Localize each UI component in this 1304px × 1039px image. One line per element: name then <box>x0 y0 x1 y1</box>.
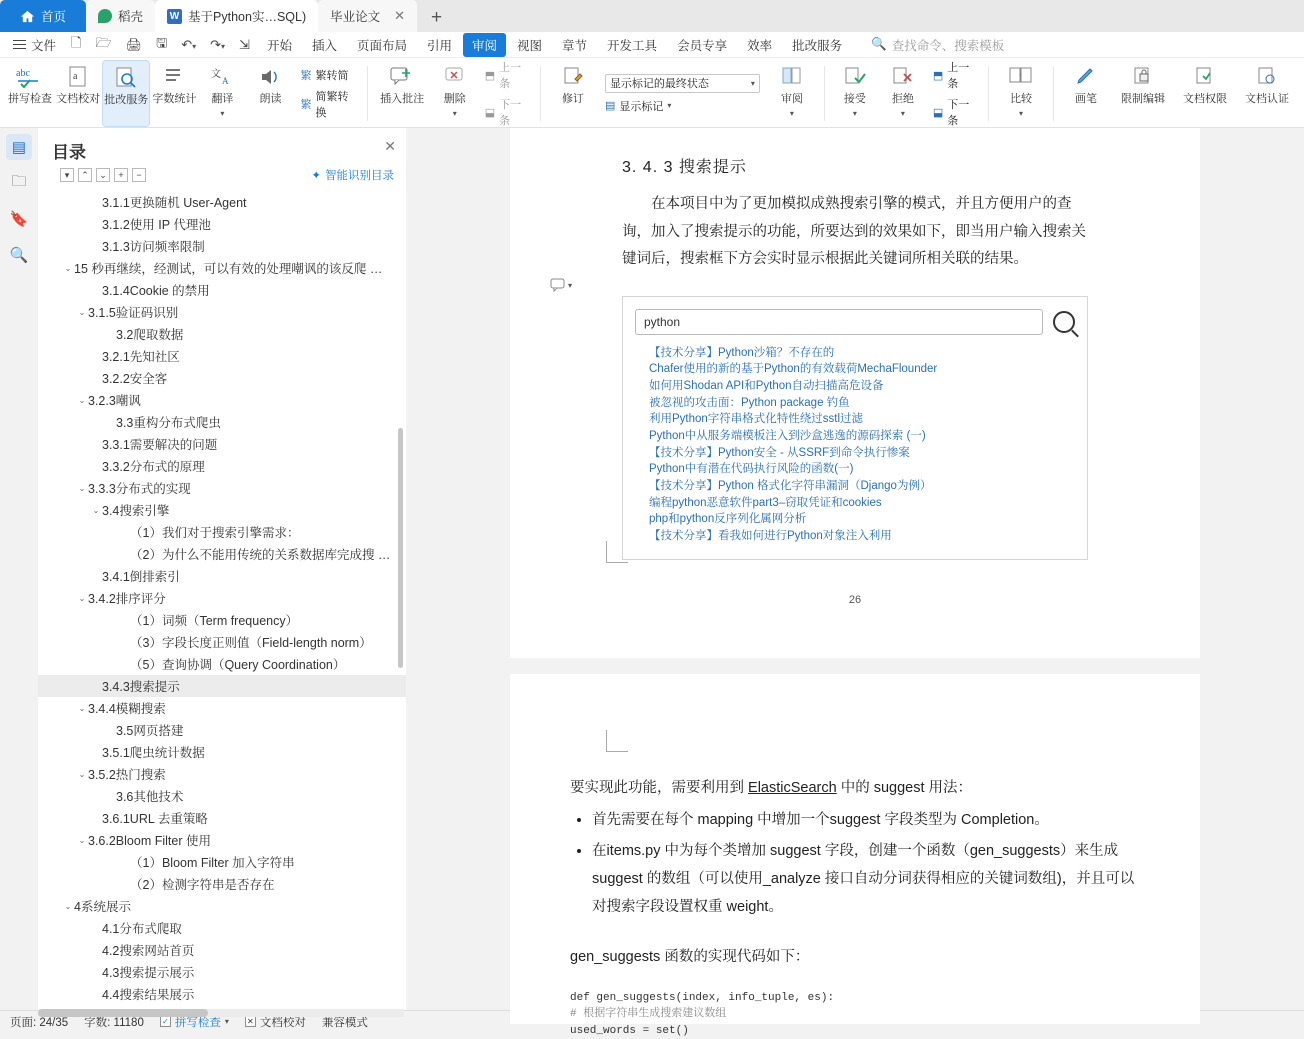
outline-item[interactable] <box>38 543 406 565</box>
pen-label: 画笔 <box>1074 93 1097 105</box>
outline-item[interactable] <box>38 917 406 939</box>
redo-icon[interactable]: ↷▾ <box>210 36 226 52</box>
prev-comment-label: 上一条 <box>499 62 522 90</box>
doc-proof-button[interactable] <box>54 60 102 127</box>
prev-revision-button[interactable] <box>930 58 979 92</box>
outline-item[interactable] <box>38 499 406 521</box>
restrict-edit-icon <box>1131 64 1155 90</box>
command-search[interactable] <box>871 36 1004 54</box>
undo-icon[interactable]: ↶▾ <box>181 36 197 52</box>
menu-item-grading[interactable]: 批改服务 <box>792 38 843 53</box>
section-paragraph: 在本项目中为了更加模拟成熟搜索引擎的模式，并且方便用户的查询，加入了搜索提示的功能，所要达到的效果如下，即当用户输入搜索关键词后，搜索框下方会实时显示根据此关键词所相关联的结果。 <box>622 196 1086 268</box>
outline-item-label: 3.1.5验证码识别 <box>88 306 179 320</box>
tab-home[interactable] <box>0 0 86 32</box>
revision-icon <box>561 64 585 90</box>
ribbon-group-proofing <box>4 60 363 127</box>
grade-service-label: 批改服务 <box>104 94 149 106</box>
doc-permission-label: 文档权限 <box>1182 93 1227 105</box>
delete-comment-button[interactable] <box>431 60 479 127</box>
delete-comment-label: 删除 <box>443 93 466 105</box>
outline-item-label: （1）Bloom Filter 加入字符串 <box>130 856 295 870</box>
outline-item-label: 3.1.4Cookie 的禁用 <box>102 284 210 298</box>
new-tab-button[interactable]: + <box>431 7 443 28</box>
trad-to-simp-button[interactable] <box>298 66 358 84</box>
restrict-edit-label: 限制编辑 <box>1120 93 1165 105</box>
accept-nav-group <box>927 60 982 127</box>
restrict-edit-button[interactable] <box>1112 60 1174 127</box>
outline-item-label: 3.5.2热门搜索 <box>88 768 166 782</box>
crop-mark <box>606 730 628 752</box>
outline-item[interactable] <box>38 235 406 257</box>
outline-item-label: 3.4.4模糊搜索 <box>88 702 166 716</box>
outline-item[interactable] <box>38 741 406 763</box>
prev-revision-label: 上一条 <box>947 62 970 90</box>
tab-home-label: 首页 <box>41 10 67 24</box>
smart-outline-label: 智能识别目录 <box>325 170 394 182</box>
outline-toolbar <box>38 165 406 189</box>
plus-icon[interactable]: + <box>114 168 128 182</box>
screenshot-figure <box>622 296 1088 560</box>
outline-item[interactable] <box>38 785 406 807</box>
outline-item[interactable] <box>38 587 406 609</box>
close-icon[interactable]: ✕ <box>384 138 396 154</box>
outline-item[interactable] <box>38 279 406 301</box>
chevron-down-icon[interactable]: ▾ <box>750 78 755 88</box>
prev-comment-button[interactable] <box>482 58 531 92</box>
doc-proof-icon <box>67 64 89 90</box>
doc-permission-icon <box>1193 64 1217 90</box>
insert-comment-button[interactable] <box>373 60 430 127</box>
outline-item-label: （5）查询协调（Query Coordination） <box>130 658 346 672</box>
accept-button[interactable] <box>831 60 879 127</box>
outline-item[interactable] <box>38 983 406 1005</box>
svg-text:文: 文 <box>211 69 222 80</box>
open-icon[interactable]: 🗁 <box>95 34 112 50</box>
minus-icon[interactable]: − <box>132 168 146 182</box>
outline-item-label: （3）字段长度正则值（Field-length norm） <box>130 636 372 650</box>
outline-item[interactable] <box>38 301 406 323</box>
outline-item[interactable] <box>38 345 406 367</box>
word-count-info: 字数: 11180 <box>84 1016 144 1029</box>
outline-panel <box>38 128 406 1010</box>
outline-item-label: 3.3重构分布式爬虫 <box>116 416 221 430</box>
outline-item-label: 3.1.3访问频率限制 <box>102 240 205 254</box>
page-number: 26 <box>848 593 862 606</box>
tab-document-thesis-label: 毕业论文 <box>330 10 381 24</box>
tab-document-active[interactable] <box>155 0 318 32</box>
next-comment-button[interactable] <box>482 95 531 129</box>
list-item: • 首先需要在每个 mapping 中增加一个suggest 字段类型为 Completion。 <box>592 806 1140 834</box>
outline-item-label: 3.1.1更换随机 User-Agent <box>102 196 247 210</box>
outline-item[interactable] <box>38 367 406 389</box>
bookmark-icon[interactable]: 🔖 <box>9 211 29 228</box>
outline-item[interactable] <box>38 257 406 279</box>
reject-icon <box>891 64 915 90</box>
close-icon[interactable]: ✕ <box>394 8 406 23</box>
outline-item[interactable] <box>38 631 406 653</box>
file-menu-label: 文件 <box>31 38 57 53</box>
tab-document-thesis[interactable] <box>318 0 417 32</box>
show-markup-button[interactable] <box>602 97 763 115</box>
figure-suggestion-item: Python中从服务端模板注入到沙盒逃逸的源码探索 (一) <box>649 430 926 442</box>
pen-button[interactable] <box>1060 60 1112 127</box>
show-markup-icon: ▤ <box>604 100 616 112</box>
reject-button[interactable] <box>879 60 927 127</box>
trad-icon: 繁 <box>300 70 312 82</box>
outline-item-label: （2）为什么不能用传统的关系数据库完成搜 … <box>130 548 391 562</box>
status-spellcheck-label: 拼写检查 <box>174 1016 221 1029</box>
figure-suggestion-item: Python中有潜在代码执行风险的函数(一) <box>649 463 854 476</box>
status-doc-proof-label: 文档校对 <box>259 1016 306 1029</box>
arrow-down-icon: ⬓ <box>932 106 944 119</box>
home-icon <box>20 9 35 24</box>
tab-document-active-label: 基于Python实…SQL) <box>188 10 307 24</box>
outline-item-label: 4.4搜索结果展示 <box>102 988 195 1002</box>
spellcheck-button[interactable] <box>6 60 54 127</box>
smart-outline-button[interactable] <box>311 167 394 183</box>
translate-icon <box>210 64 234 90</box>
menu-item-section[interactable]: 章节 <box>562 38 588 53</box>
document-page-27[interactable] <box>510 674 1200 1037</box>
ribbon-separator-4 <box>988 66 989 121</box>
outline-title: 目录 <box>52 143 86 162</box>
markup-state-select[interactable] <box>602 73 763 94</box>
outline-hscrollbar[interactable] <box>38 1009 404 1017</box>
outline-item[interactable] <box>38 829 406 851</box>
doc-proof-label: 文档校对 <box>56 93 101 105</box>
pages-icon[interactable]: 🗀 <box>11 172 27 190</box>
chevron-down-icon[interactable]: ⌄ <box>78 483 86 493</box>
page2-code-caption: gen_suggests 函数的实现代码如下： <box>570 949 810 966</box>
delete-comment-icon <box>443 64 467 90</box>
outline-item[interactable] <box>38 851 406 873</box>
outline-item-label: 3.4.1倒排索引 <box>102 570 180 584</box>
expand-level-icon[interactable]: ⌃ <box>78 168 92 182</box>
chevron-down-icon[interactable]: ⌄ <box>64 901 72 911</box>
revision-button[interactable] <box>547 60 599 127</box>
chevron-down-icon[interactable]: ⌄ <box>64 263 72 273</box>
figure-suggestion-item: 【技术分享】Python安全 - 从SSRF到命令执行惨案 <box>649 446 910 459</box>
arrow-up-icon: ⬒ <box>484 69 496 82</box>
prev-level-icon[interactable]: ⌄ <box>96 168 110 182</box>
compare-icon <box>1008 64 1034 90</box>
comment-marker[interactable] <box>550 278 572 292</box>
review-pane-label: 审阅 <box>780 93 803 105</box>
svg-text:abc: abc <box>16 68 30 79</box>
outline-item-label: 3.2.1先知社区 <box>102 350 180 364</box>
insert-comment-label: 插入批注 <box>380 93 425 105</box>
command-search-placeholder: 查找命令、搜索模板 <box>891 38 1005 53</box>
crop-mark <box>606 541 628 563</box>
outline-scrollbar[interactable] <box>398 428 403 668</box>
doc-proof-status-icon: ✕ <box>245 1016 256 1027</box>
markup-options <box>599 60 766 127</box>
section-heading: 3. 4. 3 搜索提示 <box>622 159 747 176</box>
doc-verify-label: 文档认证 <box>1244 93 1289 105</box>
ribbon-group-revision <box>545 60 820 127</box>
spellcheck-label: 拼写检查 <box>8 93 53 105</box>
compare-button[interactable] <box>995 60 1047 127</box>
outline-item-label: 3.4.3搜索提示 <box>102 680 180 694</box>
read-aloud-button[interactable] <box>246 60 294 127</box>
translate-button[interactable] <box>198 60 246 127</box>
doc-verify-icon <box>1255 64 1279 90</box>
outline-icon[interactable]: ▤ <box>6 134 32 160</box>
chevron-down-icon[interactable]: ⌄ <box>92 505 100 515</box>
code-line: used_words = set() <box>570 1024 689 1037</box>
outline-item-label: 4.3搜索提示展示 <box>102 966 195 980</box>
grade-service-icon <box>114 65 138 91</box>
figure-suggestion-item: 利用Python字符串格式化特性绕过sstl过滤 <box>649 413 864 426</box>
pen-icon <box>1074 64 1098 90</box>
document-page-26[interactable] <box>510 128 1200 658</box>
outline-item-label: 3.3.3分布式的实现 <box>88 482 191 496</box>
chevron-down-icon[interactable]: ▾ <box>568 280 573 290</box>
outline-item-label: 3.1.2使用 IP 代理池 <box>102 218 211 232</box>
grade-service-button[interactable] <box>102 60 150 127</box>
ribbon-group-protect <box>1058 60 1300 127</box>
ribbon-separator-1 <box>367 66 368 121</box>
spellcheck-icon: ✓ <box>160 1016 171 1027</box>
save-icon[interactable]: 🖫 <box>156 34 168 50</box>
figure-suggestion-item: 如何用Shodan API和Python自动扫描高危设备 <box>649 379 884 392</box>
figure-suggestion-list <box>649 345 1075 545</box>
word-count-button[interactable] <box>150 60 198 127</box>
figure-suggestion-item: 被忽视的攻击面：Python package 钓鱼 <box>649 396 850 409</box>
simp-to-trad-button[interactable] <box>298 87 358 121</box>
outline-item[interactable] <box>38 873 406 895</box>
chevron-down-icon[interactable]: ⌄ <box>78 835 86 845</box>
chevron-down-icon[interactable]: ⌄ <box>78 703 86 713</box>
outline-item-label: 3.5网页搭建 <box>116 724 184 738</box>
outline-item-label: 3.6其他技术 <box>116 790 184 804</box>
menu-item-insert[interactable]: 插入 <box>311 38 337 53</box>
page2-intro-post: 中的 suggest 用法： <box>836 780 973 796</box>
customize-icon[interactable]: ⇲ <box>239 36 250 52</box>
outline-item[interactable] <box>38 675 406 697</box>
ribbon-separator-5 <box>1053 66 1054 121</box>
outline-item[interactable] <box>38 719 406 741</box>
outline-item[interactable] <box>38 433 406 455</box>
outline-item[interactable] <box>38 807 406 829</box>
page2-intro-link: ElasticSearch <box>748 780 837 796</box>
abc-check-icon <box>16 64 44 90</box>
outline-item-label: 3.2.3嘲讽 <box>88 394 141 408</box>
reject-label: 拒绝 <box>891 93 914 105</box>
comment-nav-group <box>479 60 534 127</box>
svg-text:A: A <box>222 76 229 86</box>
accept-label: 接受 <box>843 93 866 105</box>
status-compat-mode: 兼容模式 <box>321 1016 368 1029</box>
outline-header <box>38 128 406 165</box>
outline-item[interactable] <box>38 653 406 675</box>
menu-item-reference[interactable]: 引用 <box>426 38 452 53</box>
ribbon-separator-3 <box>824 66 825 121</box>
accept-icon <box>843 64 867 90</box>
chevron-down-icon[interactable]: ⌄ <box>78 769 86 779</box>
ribbon-separator-2 <box>540 66 541 121</box>
chevron-down-icon[interactable]: ⌄ <box>78 307 86 317</box>
outline-item[interactable] <box>38 213 406 235</box>
outline-item-label: 3.2.2安全客 <box>102 372 168 386</box>
outline-item-label: 4.1分布式爬取 <box>102 922 182 936</box>
collapse-all-icon[interactable]: ▾ <box>60 168 74 182</box>
outline-item-label: 3.5.1爬虫统计数据 <box>102 746 205 760</box>
outline-item[interactable] <box>38 323 406 345</box>
doc-permission-button[interactable] <box>1174 60 1236 127</box>
chevron-down-icon[interactable]: ▾ <box>1019 108 1024 118</box>
outline-item-label: （1）我们对于搜索引擎需求： <box>130 526 300 540</box>
outline-item[interactable] <box>38 697 406 719</box>
simp-to-trad-label: 简繁转换 <box>315 91 349 119</box>
next-revision-button[interactable] <box>930 95 979 129</box>
arrow-up-icon: ⬒ <box>932 69 944 82</box>
doc-verify-button[interactable] <box>1236 60 1298 127</box>
outline-item-label: 3.6.2Bloom Filter 使用 <box>88 834 211 848</box>
document-area[interactable] <box>406 128 1304 1037</box>
compare-label: 比较 <box>1010 93 1033 105</box>
read-aloud-label: 朗读 <box>259 93 282 105</box>
chevron-down-icon[interactable]: ▾ <box>667 101 672 110</box>
revision-label: 修订 <box>561 93 584 105</box>
figure-suggestion-item: 【技术分享】Python 格式化字符串漏洞（Django为例） <box>649 480 932 493</box>
next-comment-label: 下一条 <box>499 99 522 127</box>
outline-item-label: 4.2搜索网站首页 <box>102 944 195 958</box>
page-info: 页面: 24/35 <box>10 1016 69 1029</box>
figure-suggestion-item: Chafer使用的新的基于Python的有效载荷MechaFlounder <box>649 363 938 376</box>
figure-search-input[interactable]: python <box>635 309 1043 335</box>
outline-item[interactable] <box>38 191 406 213</box>
figure-suggestion-item: 【技术分享】Python沙箱？不存在的 <box>649 346 835 359</box>
outline-item-label: 3.6.1URL 去重策略 <box>102 812 208 826</box>
magnifier-icon <box>1053 311 1075 333</box>
next-revision-label: 下一条 <box>947 99 970 127</box>
menu-item-devtools[interactable]: 开发工具 <box>607 38 658 53</box>
arrow-down-icon: ⬓ <box>484 106 496 119</box>
figure-suggestion-item: php和python反序列化属网分析 <box>649 513 807 526</box>
outline-item[interactable] <box>38 455 406 477</box>
outline-item[interactable] <box>38 895 406 917</box>
outline-item[interactable] <box>38 565 406 587</box>
sparkle-icon: ✦ <box>311 170 321 182</box>
tab-daoke[interactable] <box>86 0 155 32</box>
chevron-down-icon[interactable]: ⌄ <box>78 395 86 405</box>
print-icon[interactable]: 🖨 <box>125 36 143 52</box>
search-icon[interactable]: 🔍 <box>9 247 29 264</box>
translate-label: 翻译 <box>211 93 234 105</box>
word-doc-icon <box>167 9 182 24</box>
chevron-down-icon[interactable]: ▾ <box>852 108 857 118</box>
outline-item-label: 3.2爬取数据 <box>116 328 184 342</box>
menu-item-view[interactable]: 视图 <box>517 38 543 53</box>
ribbon-group-compare <box>993 60 1049 127</box>
chevron-down-icon[interactable]: ⌄ <box>78 593 86 603</box>
outline-item[interactable] <box>38 763 406 785</box>
search-icon: 🔍 <box>871 37 887 51</box>
markup-state-value: 显示标记的最终状态 <box>609 78 709 90</box>
chevron-down-icon[interactable]: ▾ <box>452 108 457 118</box>
simp-icon: 繁 <box>300 99 312 111</box>
chevron-down-icon[interactable]: ▾ <box>900 108 905 118</box>
figure-suggestion-item: 编程python恶意软件part3–窃取凭证和cookies <box>649 496 882 509</box>
figure-suggestion-item: 【技术分享】看我如何进行Python对象注入利用 <box>649 530 892 543</box>
page2-intro <box>570 774 1140 802</box>
outline-item-label: 15 秒再继续，经测试，可以有效的处理嘲讽的该反爬 … <box>74 262 383 276</box>
review-pane-icon <box>780 64 804 90</box>
outline-item[interactable] <box>38 411 406 433</box>
outline-item-label: （2）检测字符串是否存在 <box>130 878 275 892</box>
page2-bullet-list <box>570 806 1140 921</box>
menu-item-member[interactable]: 会员专享 <box>677 38 728 53</box>
insert-comment-icon <box>389 64 415 90</box>
tab-daoke-label: 稻壳 <box>118 10 144 24</box>
file-menu-button[interactable] <box>6 36 63 54</box>
page2-code-block <box>570 990 1140 1039</box>
outline-item-label: （1）词频（Term frequency） <box>130 614 299 628</box>
outline-item[interactable] <box>38 961 406 983</box>
page2-intro-pre: 要实现此功能，需要利用到 <box>570 780 749 796</box>
tab-bar <box>0 0 1304 32</box>
outline-item-label: 3.3.1需要解决的问题 <box>102 438 218 452</box>
review-pane-button[interactable] <box>766 60 818 127</box>
figure-search-bar <box>635 309 1075 335</box>
outline-item-label: 3.3.2分布式的原理 <box>102 460 205 474</box>
menu-item-start[interactable]: 开始 <box>266 38 292 53</box>
outline-item[interactable] <box>38 939 406 961</box>
ribbon-group-accept <box>829 60 984 127</box>
svg-text:a: a <box>73 71 78 82</box>
new-icon[interactable]: 🗋 <box>71 34 82 50</box>
hamburger-icon <box>13 37 26 52</box>
menu-bar <box>0 32 1304 58</box>
outline-item[interactable] <box>38 609 406 631</box>
list-item: • 在items.py 中为每个类增加 suggest 字段，创建一个函数（gen_suggests）来生成 suggest 的数组（可以使用_analyze 接口自动分词获得相应的关键词数组)，并且可以对搜索字段设置权重 weight。 <box>592 837 1140 922</box>
outline-item-label: 3.4搜索引擎 <box>102 504 170 518</box>
outline-item-label: 3.4.2排序评分 <box>88 592 166 606</box>
word-count-label: 字数统计 <box>152 93 197 105</box>
chevron-down-icon[interactable]: ▾ <box>789 108 794 118</box>
feather-icon <box>98 9 112 23</box>
outline-item[interactable] <box>38 521 406 543</box>
code-line: # 根据字符串生成搜索建议数组 <box>570 1008 727 1021</box>
outline-item-label: 4系统展示 <box>74 900 131 914</box>
outline-list[interactable] <box>38 189 406 1010</box>
outline-item[interactable] <box>38 477 406 499</box>
menu-item-layout[interactable]: 页面布局 <box>356 38 407 53</box>
menu-item-efficiency[interactable]: 效率 <box>747 38 773 53</box>
code-line: def gen_suggests(index, info_tuple, es): <box>570 991 835 1004</box>
trad-to-simp-label: 繁转简 <box>315 70 349 82</box>
chevron-down-icon[interactable]: ▾ <box>224 1017 229 1026</box>
read-aloud-icon <box>258 64 282 90</box>
menu-item-review[interactable]: 审阅 <box>463 33 506 57</box>
ribbon <box>0 58 1304 128</box>
chevron-down-icon[interactable]: ▾ <box>220 108 225 118</box>
ribbon-group-comments <box>371 60 536 127</box>
outline-item[interactable] <box>38 389 406 411</box>
trad-simp-group <box>295 60 361 127</box>
side-rail <box>0 128 38 1010</box>
word-count-icon <box>163 64 185 90</box>
show-markup-label: 显示标记 <box>619 100 664 113</box>
